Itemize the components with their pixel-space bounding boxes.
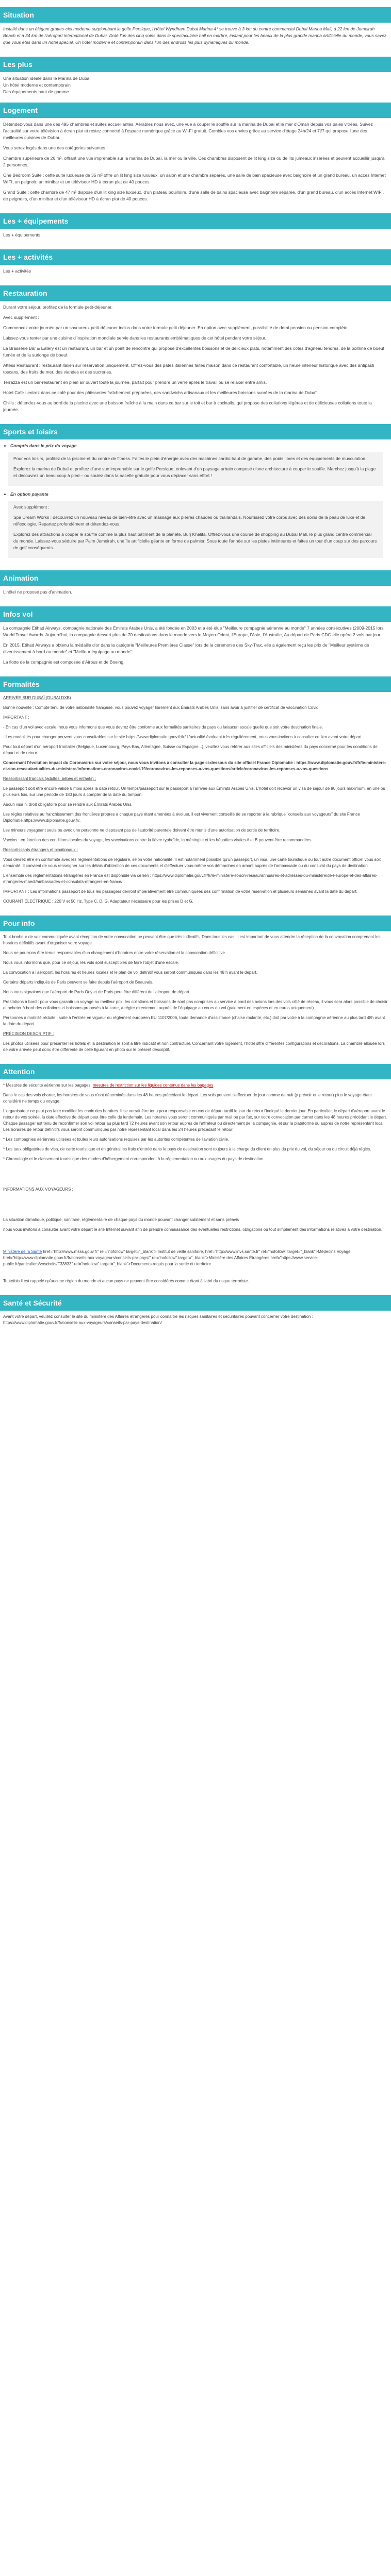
attention-links-text: href="http://www.msss.gouv.fr" rel="nofollow" target="_blank"> Institut de veille sanitaire, href="http://www.invs.sante.fr" rel="nofollow" target="_blank">Médecins Voyage href="http://www.diplomatie.gouv.fr/fr/conseils-aux-voyageurs/conseils-par-pays/" rel="nofollow" target="_blank">Ministère des Affaires Étrangères href="https://www.service-public.fr/particuliers/vosdroits/F33833" rel="nofollow" target="_blank">Documents requis pour la sortie du territoire. [3, 1249, 351, 1266]
infos-vol-text: En 2015, Etihad Airways a obtenu la médaille d'or dans la catégorie "Meilleures Premières Classe" lors de la cérémonie des Sky-Trax, elle a également reçu les prix de "Meilleur système de divertissement à bord au monde" et "Meilleur équipage au monde". [3, 642, 369, 654]
sports-included-heading: • Compris dans le prix du voyage [10, 443, 388, 449]
formalites-text: Bonne nouvelle : Compte tenu de votre nationalité française, vous pouvez voyager librement aux Émirats Arabes Unis, sans avoir à justifier de certificat de vaccination Covid. [3, 705, 320, 710]
formalites-text: Pour tout départ d'un aéroport frontalier (Belgique, Luxembourg, Pays-Bas, Allemagne, Suisse ou Espagne...), veuillez vous référer aux sites officiels des ministères du pays concerné pour les conditions de départ et de retour. [3, 744, 378, 755]
activites-section [0, 265, 391, 285]
spacer [3, 1196, 388, 1217]
restauration-text: Avec supplément : [3, 315, 39, 320]
formalites-text: Aucun visa ni droit obligatoire pour se rendre aux Émirats Arabes Unis. [3, 802, 133, 807]
sante-text: Avant votre départ, veuillez consulter le site du ministère des Affaires étrangères pour connaître les risques sanitaires et sécuritaires pouvant concerner votre destination : https://www.diplomatie.gouv.fr/fr/conseils-aux-voyageurs/conseils-par-pays-destination/ [3, 1314, 313, 1325]
infos-vol-section [0, 622, 391, 676]
logement-intro: Détendez-vous dans une des 495 chambres et suites accueillantes. Aérables nous avez, une vue à couper le souffle sur la marina de Dubaï et le mer d'Oman depuis vos baies vitrées. Suivez l'actualité sur votre télévision à écran plat et restez connecté à l'espace numérique grâce au Wi-Fi gratuit. Combles vos envies grâce au service d'étage 24h/24 et 7j/7 qui propose l'une des meilleures cuisines de Dubaï. [3, 122, 373, 140]
ministere-sante-link[interactable]: Ministère de la Santé [3, 1249, 42, 1254]
restauration-section [0, 301, 391, 424]
pour-info-text: Tout bonheur de voir communiquée avant réception de votre convocation ne peuvent être que très indicatifs, Dans tous les cas, il est important de vous attendre la réception de la convocation comprenant les horaires définitifs avant d'organiser votre voyage. [3, 935, 381, 945]
formalites-text: Les mineurs voyageant seuls ou avec une personne ne disposant pas de l'autorité parentale doivent être munis d'une autorisation de sortie de territoire. [3, 828, 281, 833]
sports-included-list [3, 443, 388, 449]
section-title-restauration: Restauration [0, 285, 391, 301]
restauration-text: Chills : détendez-vous au bord de la piscine avec une boisson fraîche à la main dans ce bar sur le toit et bar à cocktails, qui propose des collations légères et de délicieuses collations toute la journée. [3, 400, 372, 412]
section-title-animation: Animation [0, 570, 391, 586]
formalites-text: L'ensemble des réglementations étrangères en France est disponible via ce lien : https://www.diplomatie.gouv.fr/fr/le-ministere-et-son-reseau/annuaires-et-adresses-du-ministere/de-l-europe-et-des-affaires-etrangeres-maedi/ambassades-et-consulats-etrangers-en-france/ [3, 873, 378, 884]
pour-info-text: Personnes à mobilité réduite : suite à l'entrée en vigueur du règlement européen EU 1107/2006, toute demande d'assistance (chaise roulante, etc.) doit par votre à la compagnie aérienne au plus tard 48h avant la date du départ. [3, 1015, 385, 1026]
restauration-text: Laissez-vous tenter par une cuisine d'inspiration mondiale servie dans les restaurants emblématiques de cet hôtel pendant votre séjour. [3, 335, 267, 341]
attention-luggage-label: * Mesures de sécurité aérienne sur les bagages: [3, 1083, 93, 1088]
equipements-text: Les + équipements [3, 232, 41, 238]
plus-item: Un hôtel moderne et contemporain [3, 82, 71, 88]
activites-text: Les + activités [3, 268, 31, 274]
spacer [3, 1271, 388, 1278]
sports-included-box [8, 452, 383, 486]
restauration-text: Commencez votre journée par un savoureux petit-déjeuner inclus dans votre formule petit déjeuner. En option avec supplément, possibilité de demi-pension ou pension complète. [3, 325, 349, 330]
restauration-text: Terrazza est un bar-restaurant en plein air ouvert toute la journée, parfait pour prendre un verre après le travail ou se relaxer entre amis. [3, 380, 267, 385]
pour-info-section [0, 931, 391, 1064]
sports-section [0, 439, 391, 570]
restauration-text: Durant votre séjour, profitez de la formule petit-déjeuner. [3, 304, 113, 310]
formalites-subheading: Ressortissant français (adultes, bébés et enfants) : [3, 776, 96, 781]
pour-info-text: Certains départs indiqués de Paris peuvent se faire depuis l'aéroport de Beauvais. [3, 980, 154, 985]
situation-text: Installé dans un élégant grattes-ciel moderne surplombant le golfe Persique, l'Hôtel Wyndham Dubai Marina 4* se trouve à 3 km du centre commercial Dubai Marina Mall, à 22 km de Jumeirah Beach et à 34 km de l'aéroport international de Dubaï. Doté l'un des cinq soins dans le spectaculaire hall en marbre, instant pour les beaux de la plus grande marina artificielle du monde, vous savez que vous êtes dans un hôtel spécial. Un hôtel moderne et contemporain dans l'un des endroits les plus dynamiques du monde. [3, 26, 387, 45]
sports-optional-heading: • En option payante [10, 491, 388, 498]
attention-text: * Les compagnies aériennes utilisées et toutes leurs autorisations requises par les autorités compétentes de l'aviation civile. [3, 1137, 230, 1142]
logement-room-superior: Chambre supérieure de 26 m², offrant une vue imprenable sur la marina de Dubaï, la mer ou la ville. Ces chambres disposent de lit king size ou de lits jumeaux insérées et peuvent accueillir jusqu'à 2 personnes. [3, 156, 385, 167]
sante-section [0, 1311, 391, 1337]
formalites-text: - Les modalités pour changer peuvent vous consultables sur le site https://www.diplomatie.gouv.fr/fr/ L'actualité évoluant très régulièrement, nous vous invitons à consulter ce lien avant votre départ. [3, 735, 363, 739]
pour-info-text: La convocation à l'aéroport, les horaires et heures locales et le plan de vol définitif vous seront communiqués dans les 48 h avant le départ. [3, 970, 257, 975]
attention-text: Dans le cas des vols charter, les horaires de vous n'ont déterminés dans les 48 heures précédant le départ. Les vols peuvent s'effectuer de jour comme de nuit (y prévoir et le retour) plus le voyage étant considéré ne temps du voyage. [3, 1093, 372, 1104]
section-title-infos-vol: Infos vol [0, 606, 391, 622]
section-title-logement: Logement [0, 103, 391, 118]
sports-text: Explorez des attractions à couper le souffle comme la plus haut bâtiment de la planète, Burj Khalifa. Offrez-vous une course de shopping au Dubaï Mall, le plus grand centre commercial du monde. Laissez-vous séduire par Palm Jumeirah, une île artificielle géante en forme de palmier. Sous toute l'année sur les pistes intérieures et faites un tour d'un coup sur des parcours de golf conséquents. [13, 532, 377, 550]
pour-info-text: Prestations à bord : pour vous garantir un voyage au meilleur prix, les collations et boissons de sont pas comprises au service à bord des avions lors des vols côté de réseau, il vous sera alors possible de choisir et acheter à bord des collations et boissons proposés à la carte, à régler directement auprès de l'équipage au cours du vol (paiement en espèces et en euros uniquement). [3, 999, 388, 1010]
infos-vol-text: La flotte de la compagnie est composée d'Airbus et de Boeing. [3, 659, 125, 665]
attention-text: * Les taux obligatoires de visa, de carte touristique et en général les frais d'entrée dans le pays de destination sont toujours à la charge du client en plus du prix du vol, du séjour ou du circuit déjà réglés. [3, 1147, 371, 1151]
infos-vol-text: La compagnie Etihad Airways, compagnie nationale des Émirats Arabes Unis, a été fondée en 2003 et a été élue "Meilleure compagnie aérienne au monde" 7 années consécutives (2009-2015 lors World Travel Awards. Aujourd'hui, la compagnie dessert plus de 70 destinations dans le monde vers le Moyen-Orient, l'Europe, l'Asie, l'Australie, Au départ de Paris CDG elle opère 2 vols par jour. [3, 625, 384, 637]
attention-text: nous vous invitons à consulter avant votre départ le site Internet suivant afin de prendre connaissance des éventuelles restrictions, obligations ou tout simplement des informations relatives à votre destination. [3, 1227, 383, 1232]
pour-info-text: Nous ne pourrons être tenus responsables d'un changement d'horaires entre votre réservation et la convocation définitive. [3, 951, 226, 955]
section-title-situation: Situation [0, 7, 391, 23]
plus-section [0, 72, 391, 103]
section-title-attention: Attention [0, 1064, 391, 1079]
pour-info-text: Nous vous signalons que l'aéroport de Paris Orly et de Paris peut être différent de l'aéroport de départ. [3, 990, 191, 994]
plus-item: Des équipements haut de gamme [3, 89, 69, 94]
equipements-section [0, 229, 391, 249]
sports-text: Avec supplément : [13, 504, 50, 510]
pour-info-text: Les photos utilisées pour présenter les hôtels et la destination le sont à titre indicatif et non contractuel. Concernant votre logement, l'hôtel offre différentes configurations et décorations. La chambre allouée lors de votre arrivée peut donc être différente de celle figurant en photo sur le présent descriptif. [3, 1041, 385, 1052]
formalites-text: COURANT ÉLECTRIQUE : 220 V et 50 Hz. Type C, D, G. Adaptateur nécessaire pour les prises D et G. [3, 899, 193, 904]
attention-text: * Chronologie et le classement touristique des modes d'hébergement correspondent à la réglementation ou aux usages du pays de destination. [3, 1157, 265, 1161]
pour-info-subheading: PRÉCISION DESCRIPTIF : [3, 1031, 54, 1036]
formalites-important: IMPORTANT : [3, 715, 29, 720]
sports-text: Pour vos loisirs, profitez de la piscine et du centre de fitness. Faites le plein d'énergie avec des machines cardio haut de gamme, des poids libres et des équipements de musculation. [13, 456, 367, 461]
section-title-pour-info: Pour info [0, 916, 391, 931]
luggage-restrictions-link[interactable]: mesures de restriction sur les liquides contenus dans les bagages [92, 1083, 214, 1088]
formalites-subheading: Ressortissants étrangers et binationaux : [3, 848, 78, 852]
attention-text: L'organisateur ne peut pas faire modifier les choix des horaires. Il se verrait être tenu pour responsable en cas de départ tardif le jour du retour l'indiqué le dernier jour. En particulier, le départ d'aéroport avant le retour de vos soirée, la date effective de départ peut être celle du lendemain. Les horaires vous seront communiqués par mail ou par fax, sur votre convocation par carnet dans les 48 heures précédant le départ. Chaque passager est tenu de reconfirmer son vol retour au plus tard 72 heures avant son retour auprès de l'affréteur ou directement de la compagnie, et sur la plateforme ou auprès de notre représentant local. Les horaires de retour définitifs vous seront communiqués par notre représentant local dans les 24 heures précédant le retour. [3, 1109, 387, 1132]
attention-luggage [3, 1082, 388, 1089]
section-title-plus: Les plus [0, 57, 391, 72]
formalites-text: Les règles relatives au franchissement des frontières propres à chaque pays étant amenées à évoluer, il est vivement conseillé de se reporter à la rubrique "conseils aux voyageurs" du site France Diplomatie,https://www.diplomatie.gouv.fr/. [3, 812, 360, 823]
restauration-text: Hotel Cafe : entrez dans ce café pour des pâtisseries fraîchement préparées, des sandwichs artisanaux et les meilleures boissons sucrées de la marina de Dubaï. [3, 390, 318, 395]
restauration-text: Attess Restaurant : restaurant italien sur réservation uniquement. Offrez-vous des pâtes italiennes faites maison dans ce restaurant confortable, un heure intérieur historique avec des antipasti toscans, des fruits de mer, des viandes et des sucreries. [3, 363, 374, 375]
sports-text: Spa Dream Works : découvrez un nouveau niveau de bien-être avec un massage aux pierres chaudes ou thaïlandais. Nourrissez votre corps avec des soins de la peau de luxe et de réflexologie. Repartez profondément et détendez-vous. [13, 515, 366, 527]
formalites-text: Vaccins : en fonction des conditions locales du voyage, les vaccinations contre la fièvre typhoïde, la méningite et les hépatites virales A et B peuvent être recommandées. [3, 838, 313, 842]
formalites-text: IMPORTANT : Les informations passeport de tous les passagers devront impérativement être communiquées dès confirmation de votre réservation et plusieurs semaines avant la date du départ. [3, 889, 358, 894]
logement-room-one-bedroom: One Bedroom Suite : cette suite luxueuse de 35 m² offre un lit king size luxueux, un salon et une chambre séparés, une salle de bain spacieuse avec baignoire et un grand bureau, un accès Internet WIFI, un peignoir, un minibar et un téléviseur HD à écran plat de 40 pouces. [3, 173, 386, 184]
section-title-sports: Sports et loisirs [0, 424, 391, 439]
formalites-covid-notice[interactable]: Concernant l'évolution impact du Coronavirus sur votre séjour, nous vous invitons à consulter la page ci-dessous du site officiel France Diplomatie : https://www.diplomatie.gouv.fr/fr/le-ministere-et-son-reseau/actualites-du-ministere/informations-coronavirus-covid-19/coronavirus-les-reponses-a-vos-questions/article/coronavirus-les-reponses-a-vos-questions [3, 760, 386, 771]
restauration-text: La Brasserie Bar & Eatery est un restaurant, un bar et un point de rencontre qui propose d'excellentes boissons et de délicieux plats, notamment des côtes d'agneau tendres, de la poitrine de boeuf fumée et de la surlonge de boeuf. [3, 346, 384, 358]
attention-links [3, 1249, 388, 1267]
section-title-formalites: Formalités [0, 676, 391, 692]
animation-section [0, 586, 391, 606]
sports-optional-list [3, 491, 388, 498]
section-title-activites: Les + activités [0, 249, 391, 265]
spacer [3, 1236, 388, 1249]
animation-text: L'hôtel ne propose pas d'animation. [3, 589, 72, 595]
sports-text: Explorez la marina de Dubaï et profitez d'une vue imprenable sur le golfe Persique, enlevant d'un paysage urbain composé d'une architecture à couper le souffle. Marchez jusqu'à la plage et découvrez un beau coup à pied – ou soulez dans la nacelle gratuite pour vous déplacer sans effort ! [13, 466, 376, 478]
formalites-text: Vous devrez être en conformité avec les réglementations de régulaire, selon votre nationalité. Il est notamment possible qu'un passeport, un visa, une carte touristique ou tout autre document officiel vous soit demandé. Il convient de vous renseigner sur les délais d'obtention de ces documents et d'effectuer vous-même vos démarches en amont auprès de l'ambassade ou du consulat du pays de destination. [3, 857, 381, 868]
pour-info-text: Nous vous informons que, pour ce séjour, les vols sont susceptibles de faire l'objet d'une escale. [3, 960, 180, 965]
section-title-sante: Santé et Sécurité [0, 1295, 391, 1311]
attention-text: Toutefois il est rappelé qu'aucune région du monde et aucun pays ne peuvent être considérés comme étant à l'abri du risque terroriste. [3, 1279, 249, 1283]
attention-section [0, 1079, 391, 1295]
section-title-equipements: Les + équipements [0, 213, 391, 229]
attention-travelers-heading: INFORMATIONS AUX VOYAGEURS : [3, 1187, 73, 1192]
formalites-text: - En cas d'un vol avec escale, nous vous informons que vous devrez être conforme aux formalités sanitaires du pays ou la/aucun escale quelle que soit votre destination finale. [3, 725, 323, 730]
formalites-section [0, 692, 391, 916]
formalites-heading: ARRIVÉE SUR DUBAÏ (DUBAI DXB) [3, 696, 71, 700]
sports-optional-box [8, 501, 383, 558]
spacer [3, 1166, 388, 1187]
plus-item: Une situation idéale dans le Marina de Dubaï [3, 76, 91, 81]
logement-categories: Vous serez logés dans une des catégories suivantes : [3, 145, 108, 150]
logement-room-grand-suite: Grand Suite : cette chambre de 47 m² dispose d'un lit king size luxueux, d'un plateau bouilloire, d'une salle de bains spacieuse avec baignoire séparée, d'un grand bureau, d'un accès Internet WIFI, de peignoirs, d'un minibar et d'un téléviseur HD à écran plat de 40 pouces. [3, 190, 384, 201]
logement-section [0, 118, 391, 213]
attention-text: La situation climatique, politique, sanitaire, réglementaire de chaque pays du monde pouvant changer subitement et sans préavis [3, 1217, 239, 1222]
formalites-text: Le passeport doit être encore valide 6 mois après la date retour. Un temps/passeport sur le passeport à l'arrivée aux Émirats Arabes Unis. L'hôtel doit recevoir un visa de séjour de 90 jours maximum, en une ou plusieurs fois, sur une période de 180 jours à compter de la date du tampon. [3, 786, 385, 797]
situation-section [0, 23, 391, 57]
